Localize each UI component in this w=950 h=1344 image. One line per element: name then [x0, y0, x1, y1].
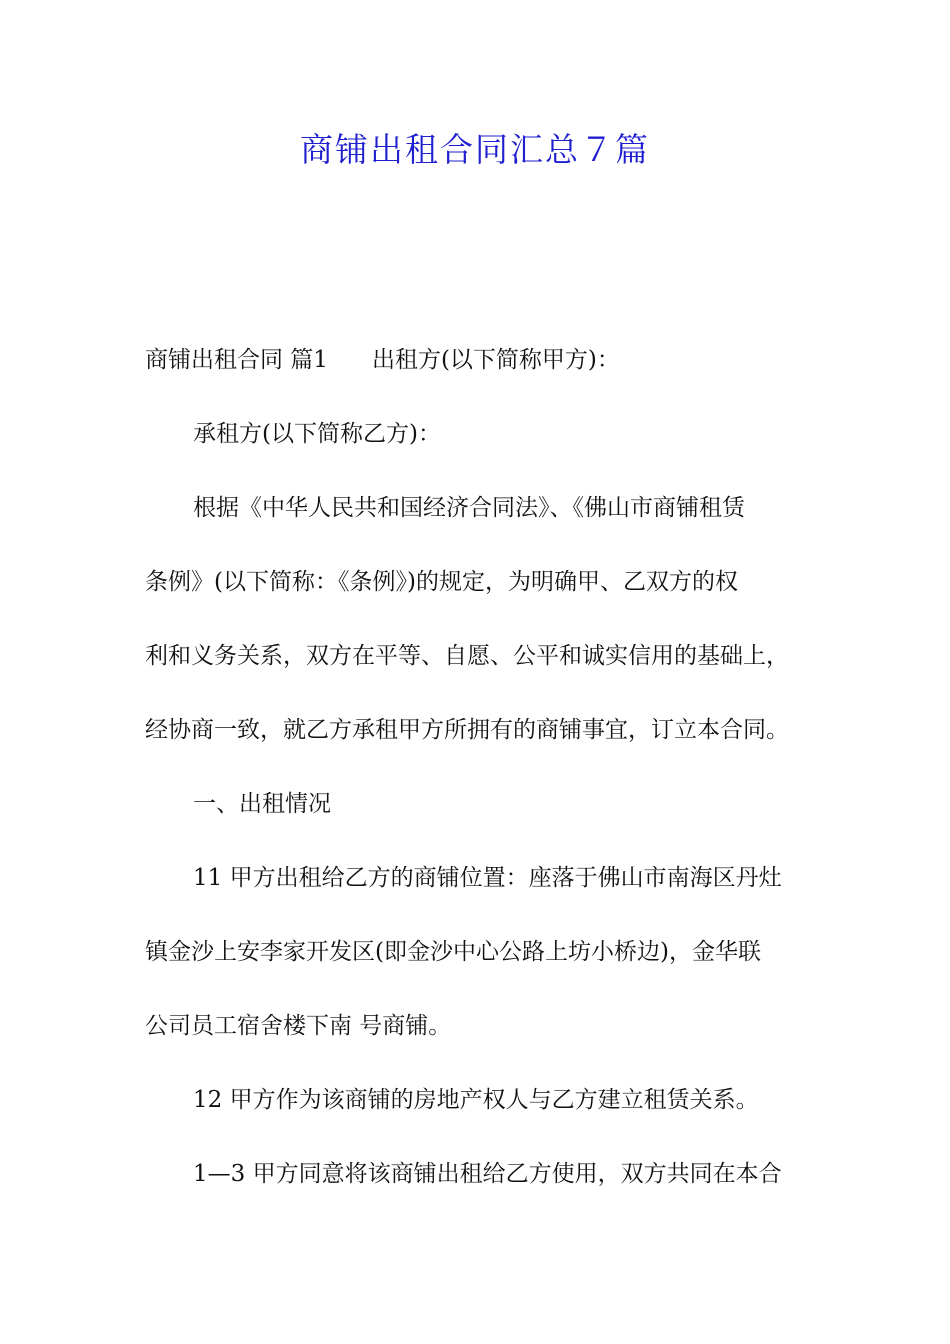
lessee-line: 承租方(以下简称乙方)：	[193, 421, 441, 447]
paragraph-line: 条例》(以下简称：《条例》)的规定，为明确甲、乙双方的权	[145, 569, 738, 595]
section-heading-line	[145, 344, 825, 376]
document-title: 商铺出租合同汇总７篇	[300, 130, 650, 169]
clause-line: 1—3 甲方同意将该商铺出租给乙方使用，双方共同在本合	[193, 1161, 782, 1187]
clause-line: 11 甲方出租给乙方的商铺位置：座落于佛山市南海区丹灶	[193, 865, 782, 891]
clause-line: 公司员工宿舍楼下南 号商铺。	[145, 1013, 452, 1039]
paragraph-line: 根据《中华人民共和国经济合同法》、《佛山市商铺租赁	[193, 495, 745, 521]
paragraph-line: 利和义务关系，双方在平等、自愿、公平和诚实信用的基础上，	[145, 643, 789, 669]
paragraph-line: 经协商一致，就乙方承租甲方所拥有的商铺事宜，订立本合同。	[145, 717, 789, 743]
clause-line: 12 甲方作为该商铺的房地产权人与乙方建立租赁关系。	[193, 1087, 759, 1113]
lessor-label: 出租方(以下简称甲方)：	[371, 347, 620, 373]
clause-line: 镇金沙上安李家开发区(即金沙中心公路上坊小桥边)，金华联	[145, 939, 761, 965]
section-label: 商铺出租合同 篇1	[145, 347, 328, 373]
section-heading: 一、出租情况	[193, 791, 331, 817]
